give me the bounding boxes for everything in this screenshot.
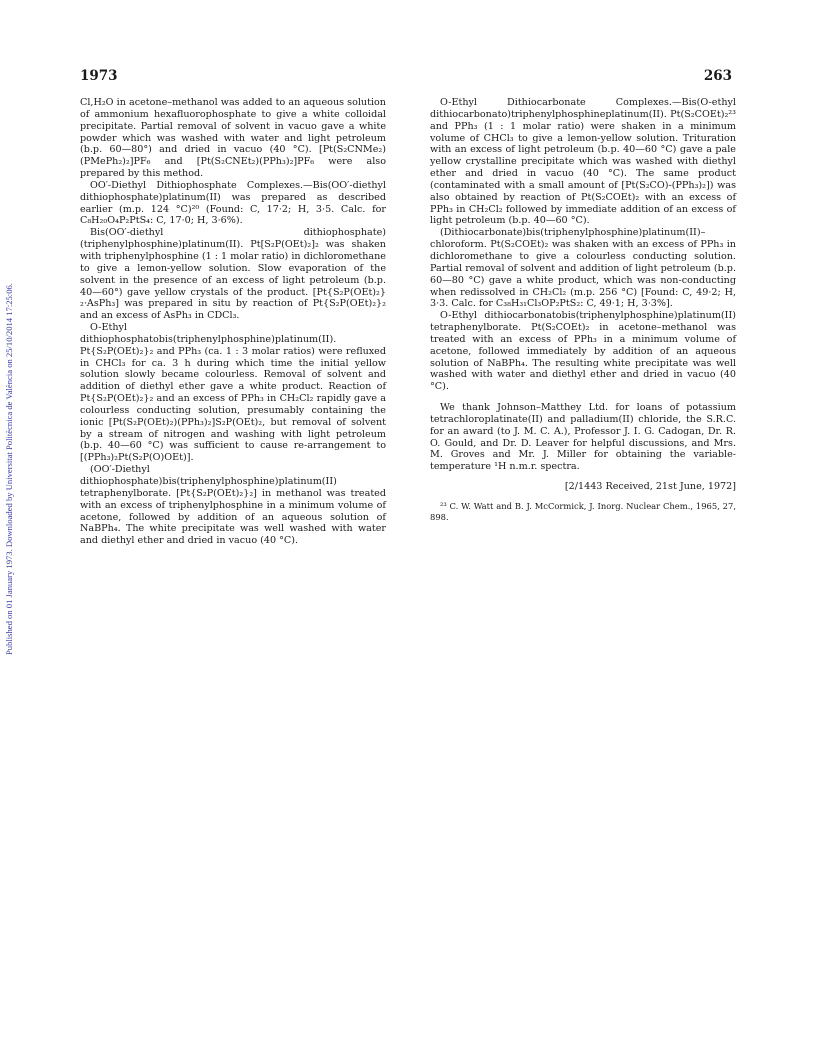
page-header <box>0 68 816 88</box>
left-paragraph-5: (OO′-Diethyl dithiophosphate)bis(triphenylphosphine)platinum(II) tetraphenylborate. [Pt{S₂P(OEt)₂}₂] in methanol was treated with an excess of triphenylphosphine in a minimum volume of acetone, followed by addition of an aqueous solution of NaBPh₄. The white precipitate was well washed with water and diethyl ether and dried in vacuo (40 °C). <box>80 464 386 547</box>
received-date: [2/1443 Received, 21st June, 1972] <box>564 481 736 493</box>
download-watermark <box>4 185 16 655</box>
page-number: 263 <box>703 68 732 84</box>
left-paragraph-1: Cl,H₂O in acetone–methanol was added to an aqueous solution of ammonium hexafluorophosphate to give a white colloidal precipitate. Partial removal of solvent in vacuo gave a white powder which was washed with water and light petroleum (b.p. 60—80°) and dried in vacuo (40 °C). [Pt(S₂CNMe₂)(PMePh₂)₂]PF₆ and [Pt(S₂CNEt₂)(PPh₃)₂]PF₆ were also prepared by this method. <box>80 97 386 180</box>
left-paragraph-2: OO′-Diethyl Dithiophosphate Complexes.—Bis(OO′-diethyl dithiophosphate)platinum(II) was prepared as described earlier (m.p. 124 °C)²⁰ (Found: C, 17·2; H, 3·5. Calc. for C₈H₂₀O₄P₂PtS₄: C, 17·0; H, 3·6%). <box>80 179 386 227</box>
footnote-reference: ²³ C. W. Watt and B. J. McCormick, J. Inorg. Nuclear Chem., 1965, 27, 898. <box>430 501 736 522</box>
acknowledgements: We thank Johnson–Matthey Ltd. for loans of potassium tetrachloroplatinate(II) and palladium(II) chloride, the S.R.C. for an award (to J. M. C. A.), Professor J. I. G. Cadogan, Dr. R. O. Gould, and Dr. D. Leaver for helpful discussions, and Mrs. M. Groves and Mr. J. Miller for obtaining the variable-temperature ¹H n.m.r. spectra. <box>430 402 736 473</box>
left-column <box>80 97 386 547</box>
journal-year: 1973 <box>80 68 118 84</box>
right-paragraph-2: (Dithiocarbonate)bis(triphenylphosphine)platinum(II)–chloroform. Pt(S₂COEt)₂ was shaken with an excess of PPh₃ in dichloromethane to give a colourless conducting solution. Partial removal of solvent and addition of light petroleum (b.p. 60—80 °C) gave a white product, which was non-conducting when redissolved in CH₂Cl₂ (m.p. 256 °C) [Found: C, 49·2; H, 3·3. Calc. for C₃₈H₃₁Cl₃OP₂PtS₂: C, 49·1; H, 3·3%]. <box>430 227 736 310</box>
right-paragraph-3: O-Ethyl dithiocarbonatobis(triphenylphosphine)platinum(II) tetraphenylborate. Pt(S₂COEt)₂ in acetone–methanol was treated with an excess of PPh₃ in a minimum volume of acetone, followed immediately by addition of an aqueous solution of NaBPh₄. The resulting white precipitate was well washed with water and diethyl ether and dried in vacuo (40 °C). <box>430 310 736 393</box>
download-notice-text: Published on 01 January 1973. Downloaded by Universitat Politècnica de València on 25/10/2014 17:25:06. <box>4 283 14 655</box>
left-paragraph-3: Bis(OO′-diethyl dithiophosphate)(triphenylphosphine)platinum(II). Pt[S₂P(OEt)₂]₂ was shaken with triphenylphosphine (1 : 1 molar ratio) in dichloromethane to give a lemon-yellow solution. Slow evaporation of the solvent in the presence of an excess of light petroleum (b.p. 40—60°) gave yellow crystals of the product. [Pt{S₂P(OEt)₂}₂·AsPh₃] was prepared in situ by reaction of Pt{S₂P(OEt)₂}₂ and an excess of AsPh₃ in CDCl₃. <box>80 227 386 322</box>
right-column <box>430 97 736 522</box>
left-paragraph-4: O-Ethyl dithiophosphatobis(triphenylphosphine)platinum(II). Pt{S₂P(OEt)₂}₂ and PPh₃ (ca. 1 : 3 molar ratios) were refluxed in CHCl₃ for ca. 3 h during which time the initial yellow solution slowly became colourless. Removal of solvent and addition of diethyl ether gave a white product. Reaction of Pt{S₂P(OEt)₂}₂ and an excess of PPh₃ in CH₂Cl₂ rapidly gave a colourless conducting solution, presumably containing the ionic [Pt(S₂P(OEt)₂)(PPh₃)₂]S₂P(OEt)₂, but removal of solvent by a stream of nitrogen and washing with light petroleum (b.p. 40—60 °C) was sufficient to cause re-arrangement to [(PPh₃)₂Pt(S₂P(O)OEt)]. <box>80 322 386 464</box>
right-paragraph-1: O-Ethyl Dithiocarbonate Complexes.—Bis(O-ethyl dithiocarbonato)triphenylphosphineplatinum(II). Pt(S₂COEt)₂²³ and PPh₃ (1 : 1 molar ratio) were shaken in a minimum volume of CHCl₃ to give a lemon-yellow solution. Trituration with an excess of light petroleum (b.p. 40—60 °C) gave a pale yellow crystalline precipitate which was washed with diethyl ether and dried in vacuo (40 °C). The same product (contaminated with a small amount of [Pt(S₂CO)-(PPh₃)₂]) was also obtained by reaction of Pt(S₂COEt)₂ with an excess of PPh₃ in CH₂Cl₂ followed by immediate addition of an excess of light petroleum (b.p. 40—60 °C). <box>430 97 736 227</box>
